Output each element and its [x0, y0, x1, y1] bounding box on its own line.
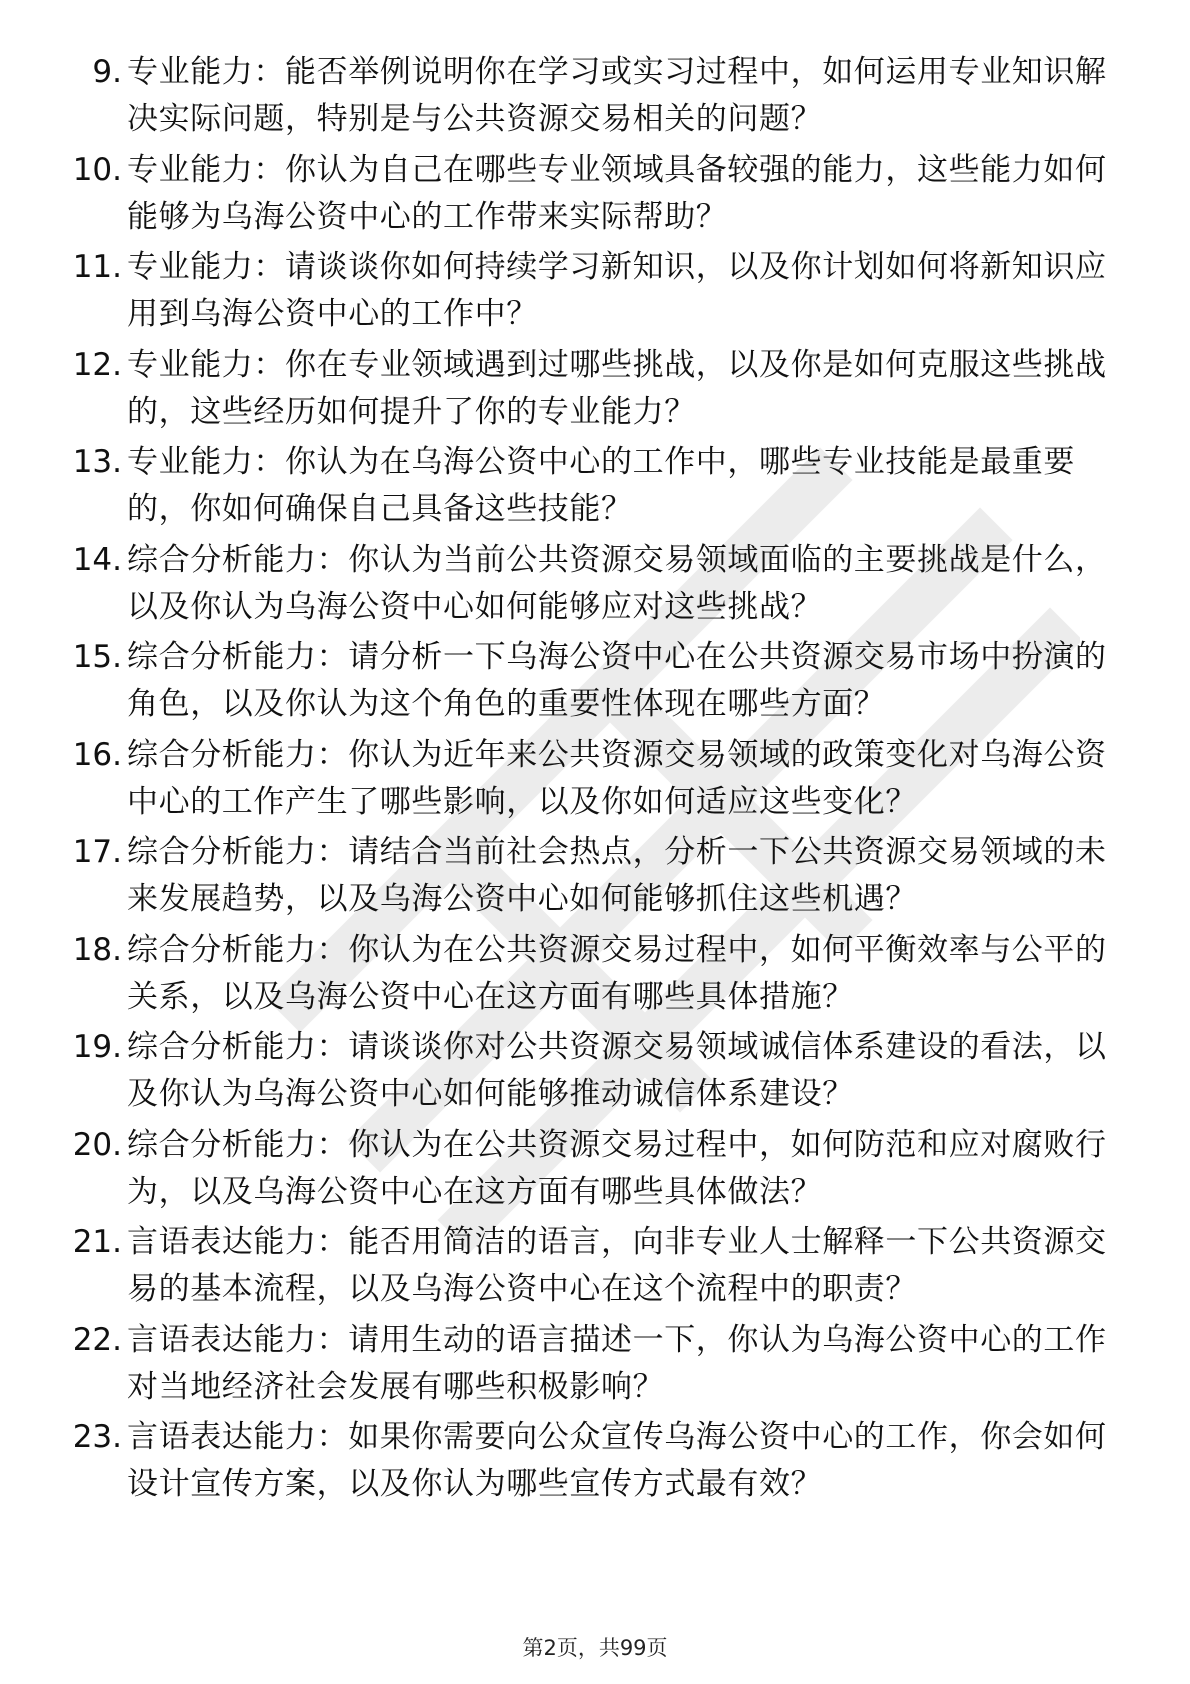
- question-body: 能否举例说明你在学习或实习过程中，如何运用专业知识解决实际问题，特别是与公共资源交易相关的问题？: [127, 54, 1107, 137]
- question-category: 综合分析能力：: [127, 931, 349, 968]
- question-body: 如果你需要向公众宣传乌海公资中心的工作，你会如何设计宣传方案，以及你认为哪些宣传方式最有效？: [127, 1419, 1107, 1502]
- question-number: 21.: [72, 1224, 122, 1260]
- question-category: 专业能力：: [127, 151, 285, 188]
- question-item: [0, 732, 1190, 830]
- question-number: 9.: [92, 54, 122, 90]
- question-number: 19.: [72, 1029, 122, 1065]
- question-body: 你认为当前公共资源交易领域面临的主要挑战是什么，以及你认为乌海公资中心如何能够应对这些挑战？: [127, 541, 1107, 625]
- question-item: [0, 244, 1190, 342]
- question-text: [127, 244, 1107, 338]
- question-item: [0, 1122, 1190, 1220]
- question-number: 23.: [72, 1419, 122, 1455]
- question-number: 13.: [72, 444, 122, 480]
- question-category: 综合分析能力：: [127, 1126, 349, 1163]
- question-item: [0, 537, 1190, 635]
- question-text: [127, 147, 1107, 241]
- question-item: [0, 147, 1190, 245]
- question-body: 请用生动的语言描述一下，你认为乌海公资中心的工作对当地经济社会发展有哪些积极影响？: [127, 1321, 1107, 1405]
- question-item: [0, 927, 1190, 1025]
- question-text: [127, 439, 1107, 533]
- question-item: [0, 634, 1190, 732]
- question-body: 请谈谈你如何持续学习新知识，以及你计划如何将新知识应用到乌海公资中心的工作中？: [127, 249, 1107, 332]
- question-text: [127, 1317, 1107, 1411]
- question-number: 22.: [72, 1321, 122, 1358]
- question-text: [127, 342, 1107, 436]
- question-item: [0, 829, 1190, 927]
- question-body: 请分析一下乌海公资中心在公共资源交易市场中扮演的角色，以及你认为这个角色的重要性体现在哪些方面？: [127, 639, 1107, 722]
- question-item: [0, 1219, 1190, 1317]
- question-body: 你认为在公共资源交易过程中，如何防范和应对腐败行为，以及乌海公资中心在这方面有哪些具体做法？: [127, 1126, 1107, 1210]
- question-text: [127, 1024, 1107, 1118]
- question-number: 17.: [72, 834, 122, 870]
- question-category: 综合分析能力：: [127, 639, 349, 675]
- question-number: 15.: [72, 639, 122, 675]
- question-category: 言语表达能力：: [127, 1321, 349, 1358]
- question-text: [127, 1122, 1107, 1216]
- question-item: [0, 439, 1190, 537]
- question-body: 你认为自己在哪些专业领域具备较强的能力，这些能力如何能够为乌海公资中心的工作带来实际帮助？: [127, 151, 1107, 235]
- question-text: [127, 634, 1107, 728]
- question-body: 你认为在乌海公资中心的工作中，哪些专业技能是最重要的，你如何确保自己具备这些技能？: [127, 444, 1075, 527]
- question-text: [127, 1219, 1107, 1313]
- question-text: [127, 927, 1107, 1021]
- question-body: 你在专业领域遇到过哪些挑战，以及你是如何克服这些挑战的，这些经历如何提升了你的专业能力？: [127, 346, 1107, 430]
- question-category: 综合分析能力：: [127, 834, 349, 870]
- question-number: 18.: [72, 931, 122, 968]
- question-body: 能否用简洁的语言，向非专业人士解释一下公共资源交易的基本流程，以及乌海公资中心在这个流程中的职责？: [127, 1224, 1107, 1307]
- question-item: [0, 49, 1190, 147]
- question-text: [127, 49, 1107, 143]
- question-category: 专业能力：: [127, 346, 285, 383]
- question-category: 专业能力：: [127, 249, 285, 285]
- question-item: [0, 342, 1190, 440]
- question-body: 你认为近年来公共资源交易领域的政策变化对乌海公资中心的工作产生了哪些影响，以及你如何适应这些变化？: [127, 736, 1107, 820]
- question-category: 综合分析能力：: [127, 1029, 349, 1065]
- question-body: 请谈谈你对公共资源交易领域诚信体系建设的看法，以及你认为乌海公资中心如何能够推动诚信体系建设？: [127, 1029, 1107, 1112]
- question-item: [0, 1317, 1190, 1415]
- question-text: [127, 1414, 1107, 1508]
- question-category: 专业能力：: [127, 444, 285, 480]
- question-number: 11.: [72, 249, 122, 285]
- page-footer: 第2页，共99页: [522, 1636, 668, 1660]
- question-list: [0, 49, 1190, 1512]
- question-number: 20.: [72, 1126, 122, 1163]
- question-text: [127, 732, 1107, 826]
- question-number: 16.: [72, 736, 122, 773]
- question-category: 综合分析能力：: [127, 736, 349, 773]
- question-category: 专业能力：: [127, 54, 285, 90]
- question-category: 言语表达能力：: [127, 1224, 349, 1260]
- question-item: [0, 1024, 1190, 1122]
- question-text: [127, 829, 1107, 923]
- question-number: 12.: [72, 346, 122, 383]
- question-number: 10.: [72, 151, 122, 188]
- question-text: [127, 537, 1107, 631]
- question-item: [0, 1414, 1190, 1512]
- question-category: 言语表达能力：: [127, 1419, 349, 1455]
- question-body: 请结合当前社会热点，分析一下公共资源交易领域的未来发展趋势，以及乌海公资中心如何能够抓住这些机遇？: [127, 834, 1107, 917]
- question-number: 14.: [72, 541, 122, 578]
- question-body: 你认为在公共资源交易过程中，如何平衡效率与公平的关系，以及乌海公资中心在这方面有哪些具体措施？: [127, 931, 1107, 1015]
- question-category: 综合分析能力：: [127, 541, 349, 578]
